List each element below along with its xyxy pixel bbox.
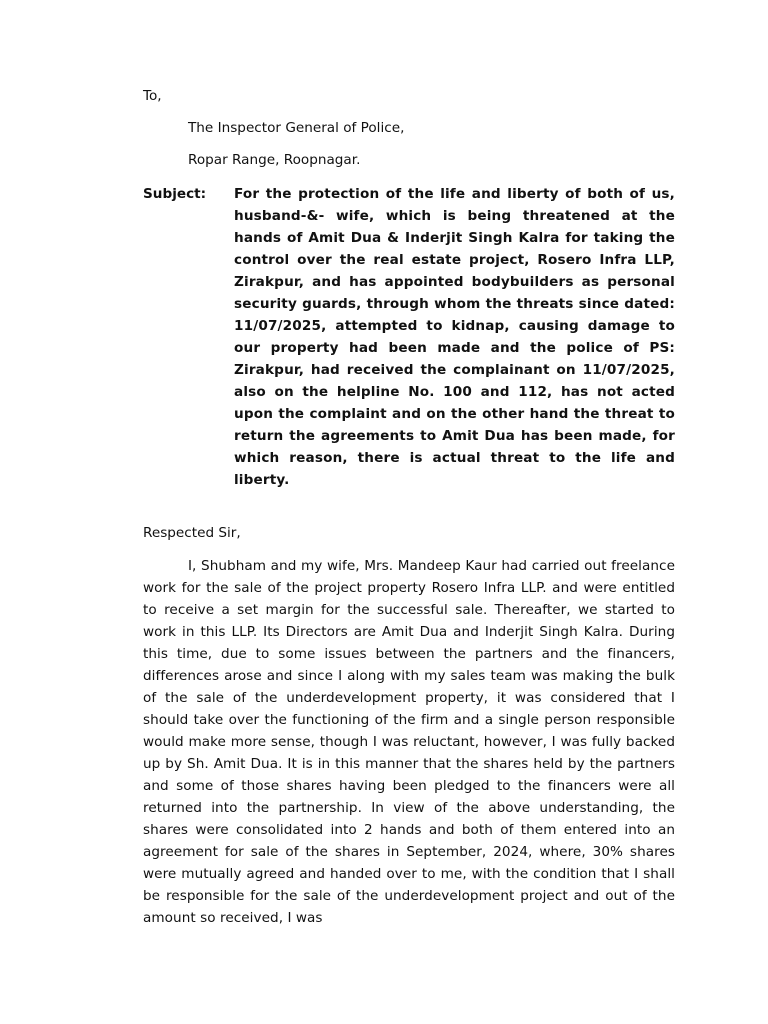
recipient-title: The Inspector General of Police, [188, 120, 405, 136]
body-paragraph: I, Shubham and my wife, Mrs. Mandeep Kaur had carried out freelance work for the sale of the project property Rosero Infra LLP. and were entitled to receive a set margin for the successful sale. Thereafter, we started to work in this LLP. Its Directors are Amit Dua and Inderjit Singh Kalra. During this time, due to some issues between the partners and the financers, differences arose and since I along with my sales team was making the bulk of the sale of the underdevelopment property, it was considered that I should take over the functioning of the firm and a single person responsible would make more sense, though I was reluctant, however, I was fully backed up by Sh. Amit Dua. It is in this manner that the shares held by the partners and some of those shares having been pledged to the financers were all returned into the partnership. In view of the above understanding, the shares were consolidated into 2 hands and both of them entered into an agreement for sale of the shares in September, 2024, where, 30% shares were mutually agreed and handed over to me, with the condition that I shall be responsible for the sale of the underdevelopment project and out of the amount so received, I was [143, 558, 675, 926]
subject-label: Subject: [143, 186, 207, 202]
salutation: Respected Sir, [143, 525, 241, 541]
recipient-address: Ropar Range, Roopnagar. [188, 152, 361, 168]
letter-to: To, [143, 88, 162, 104]
subject-text: For the protection of the life and liberty of both of us, husband-&- wife, which is being threatened at the hands of Amit Dua & Inderjit Singh Kalra for taking the control over the real estate project, Rosero Infra LLP, Zirakpur, and has appointed bodybuilders as personal security guards, through whom the threats since dated: 11/07/2025, attempted to kidnap, causing damage to our property had been made and the police of PS: Zirakpur, had received the complainant on 11/07/2025, also on the helpline No. 100 and 112, has not acted upon the complaint and on the other hand the threat to return the agreements to Amit Dua has been made, for which reason, there is actual threat to the life and liberty. [234, 186, 675, 488]
